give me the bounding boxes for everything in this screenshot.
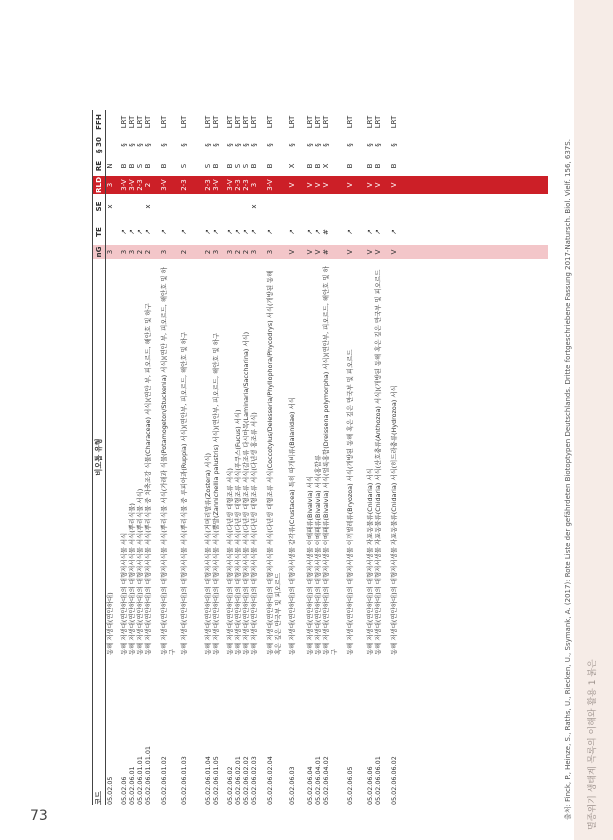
row-s30: § <box>242 143 250 147</box>
row-te: ↗ <box>390 229 398 235</box>
row-rld: V <box>322 182 330 188</box>
row-code: 05.02.06.01.01.01 <box>144 746 152 805</box>
row-ffh: LRT <box>242 115 250 129</box>
row-biotope-name: 동해 저생대(연안하대)의 대형저서생물 이매패류(Bivalvia) 서식(얼룩홍합(Dreissena polymorpha) 서식)(연안부, 피오르드, 해안호 및 하구 <box>322 266 338 655</box>
row-code: 05.02.06.01.05 <box>212 756 220 805</box>
row-ffh: LRT <box>374 115 382 129</box>
row-ffh: LRT <box>128 115 136 129</box>
row-biotope-name: 동해 저생대(연안하대)의 대형저서식물 서식(뿌리식물 서식) <box>136 488 144 655</box>
row-biotope-name: 동해 저생대(연안하대)의 대형저서식물 서식(다년생 대형조류 서식(다년생 홍조류 서식) <box>250 412 258 655</box>
column-header-ffh: FFH <box>92 110 106 134</box>
row-re: B <box>266 163 274 169</box>
row-rld: V <box>314 182 322 188</box>
row-re: S <box>242 163 250 169</box>
row-rld: V <box>346 182 354 188</box>
row-rld: 3-V <box>266 179 274 191</box>
row-rld: 2-3 <box>234 179 242 191</box>
row-code: 05.02.06.06 <box>366 766 374 805</box>
row-ng: V <box>314 249 322 255</box>
row-ng: 3 <box>128 249 136 255</box>
row-ng: V <box>346 249 354 255</box>
row-ffh: LRT <box>234 115 242 129</box>
row-biotope-name: 동해 저생대(연안하대)의 대형저서식물 서식(다년생 대형조류 서식(갈조류 다시마목(Laminaria/Saccharina) 서식) <box>242 331 250 655</box>
row-code: 05.02.06.06.02 <box>390 756 398 805</box>
row-s30: § <box>314 143 322 147</box>
row-se: x <box>144 204 152 209</box>
row-s30: § <box>226 143 234 147</box>
row-re: X <box>288 163 296 169</box>
row-ffh: LRT <box>120 115 128 129</box>
row-ng: 3 <box>212 249 220 255</box>
row-ffh: LRT <box>346 115 354 129</box>
row-re: S <box>180 163 188 169</box>
column-header-code: 코드 <box>92 655 106 805</box>
row-ng: V <box>390 249 398 255</box>
row-te: ↗ <box>306 229 314 235</box>
row-s30: § <box>390 143 398 147</box>
row-te: ↗ <box>242 229 250 235</box>
row-biotope-name: 동해 저생대(연안하대)의 대형저서식물 서식(뿌리식물) <box>128 503 136 655</box>
row-re: B <box>346 163 354 169</box>
row-s30: § <box>366 143 374 147</box>
row-re: B <box>144 163 152 169</box>
row-ng: V <box>374 249 382 255</box>
row-rld: 3-V <box>128 179 136 191</box>
row-ffh: LRT <box>366 115 374 129</box>
row-ng: V <box>306 249 314 255</box>
row-rld: 3 <box>106 182 114 188</box>
row-te: ↗ <box>120 229 128 235</box>
row-ng: 3 <box>160 249 168 255</box>
row-ng: 3 <box>250 249 258 255</box>
row-s30: § <box>374 143 382 147</box>
row-te: ↗ <box>226 229 234 235</box>
row-s30: § <box>322 143 330 147</box>
row-te: ↗ <box>346 229 354 235</box>
row-code: 05.02.06.02 <box>226 766 234 805</box>
row-s30: § <box>128 143 136 147</box>
row-ffh: LRT <box>160 115 168 129</box>
row-ffh: LRT <box>212 115 220 129</box>
row-rld: V <box>374 182 382 188</box>
row-code: 05.02.06.05 <box>346 766 354 805</box>
row-biotope-name: 동해 저생대(연안하대)의 대형저서생물 자포동물류(Cnidaria) 서식(산호충류(Anthozoa) 서식)(개방된 동해 혹은 깊은 만국부 및 피오르드 <box>374 269 382 655</box>
row-biotope-name: 동해 저생대(연안하대)의 대형저서식물 서식(뿌리식물 서식(가래과 식물(Potamogeton/Stuckenia) 서식)(연안 부, 피오르드, 해안호 및 하구 <box>160 267 176 655</box>
row-biotope-name: 동해 저생대(연안하대)의 대형저서생물 갑각류(Crustacea) 특히 따개비류(Balanidae) 서식 <box>288 397 296 655</box>
row-code: 05.02.06.01.04 <box>204 756 212 805</box>
row-re: B <box>120 163 128 169</box>
row-code: 05.02.05 <box>106 776 114 805</box>
side-strip <box>574 0 613 840</box>
row-rld: 3 <box>250 182 258 188</box>
row-se: x <box>250 204 258 209</box>
row-ffh: LRT <box>144 115 152 129</box>
biotope-table <box>92 110 548 805</box>
row-ng: V <box>366 249 374 255</box>
row-ng: 2 <box>144 249 152 255</box>
row-code: 05.02.06.06.01 <box>374 756 382 805</box>
row-ffh: LRT <box>250 115 258 129</box>
row-te: ↗ <box>314 229 322 235</box>
row-s30: § <box>120 143 128 147</box>
row-re: B <box>366 163 374 169</box>
row-biotope-name: 동해 저생대(연안하대)의 대형저서생물 자포동물류(Cnidaria) 서식 <box>366 468 374 655</box>
row-biotope-name: 동해 저생대(연안하대)의 대형저서생물 이매패류(Bivalvia) 서식 <box>306 475 314 655</box>
row-s30: § <box>306 143 314 147</box>
row-biotope-name: 동해 저생대(연안하대)의 대형저서식물 서식(뿔말(Zannichellia palustris) 서식)(연안부, 피오르드, 해안호 및 하구 <box>212 332 220 655</box>
row-re: S <box>136 163 144 169</box>
column-header-name: 비오톱 유형 <box>92 259 106 655</box>
row-re: B <box>250 163 258 169</box>
row-rld: 2-3 <box>242 179 250 191</box>
row-ffh: LRT <box>204 115 212 129</box>
row-code: 05.02.06.02.03 <box>250 756 258 805</box>
row-ng: 3 <box>106 249 114 255</box>
row-ffh: LRT <box>390 115 398 129</box>
row-code: 05.02.06.01.01 <box>136 756 144 805</box>
row-biotope-name: 동해 저생대(연안하대) <box>106 592 114 655</box>
row-s30: § <box>266 143 274 147</box>
row-s30: § <box>234 143 242 147</box>
row-ng: # <box>322 249 330 255</box>
row-re: S <box>234 163 242 169</box>
row-code: 05.02.06.01.03 <box>180 756 188 805</box>
column-header-se: SE <box>92 194 106 219</box>
row-te: ↗ <box>250 229 258 235</box>
row-te: # <box>322 229 330 235</box>
row-code: 05.02.06.04 <box>306 766 314 805</box>
row-ng: 2 <box>242 249 250 255</box>
row-biotope-name: 동해 저생대(연안하대)의 대형저서식물 서식(다년생 대형조류 서식(푸쿠스(Fucus) 서식) <box>234 409 242 655</box>
row-biotope-name: 동해 저생대(연안하대)의 대형저서생물 자포동물류(Cnidaria) 서식(히드라충류(Hydrozoa) 서식 <box>390 385 398 655</box>
row-s30: § <box>346 143 354 147</box>
row-rld: 3-V <box>212 179 220 191</box>
row-rld: V <box>306 182 314 188</box>
row-s30: § <box>204 143 212 147</box>
row-re: B <box>160 163 168 169</box>
row-rld: 3-V <box>160 179 168 191</box>
row-ng: 2 <box>180 249 188 255</box>
row-te: ↗ <box>180 229 188 235</box>
row-ffh: LRT <box>288 115 296 129</box>
row-te: ↗ <box>366 229 374 235</box>
row-code: 05.02.06.02.04 <box>266 756 274 805</box>
row-biotope-name: 동해 저생대(연안하대)의 대형저서생물 이끼벌레류(Bryozoa) 서식(개방된 동해 혹은 깊은 만국부 및 피오르드 <box>346 349 354 655</box>
row-code: 05.02.06.02.01 <box>234 756 242 805</box>
source-note: 출처: Finck, P., Heinze, S., Raths, U., Riecken, U., Ssymank, A. (2017): Rote Liste der gefährdeten Biotoptypen Deutschlands. Dritte fortgeschriebene Fassung 2017-Natursch. Biol. Vielf. 156, 637S. <box>564 139 572 820</box>
row-ng: 3 <box>120 249 128 255</box>
row-ffh: LRT <box>306 115 314 129</box>
row-te: ↗ <box>136 229 144 235</box>
column-header-ng: nG <box>92 245 106 259</box>
row-s30: § <box>250 143 258 147</box>
row-code: 05.02.06.04.02 <box>322 756 330 805</box>
row-ffh: LRT <box>136 115 144 129</box>
row-re: B <box>374 163 382 169</box>
row-ffh: LRT <box>180 115 188 129</box>
rotated-table-page <box>92 110 548 805</box>
row-code: 05.02.06.02.02 <box>242 756 250 805</box>
row-re: B <box>226 163 234 169</box>
row-ng: 3 <box>226 249 234 255</box>
row-re: B <box>314 163 322 169</box>
row-s30: § <box>180 143 188 147</box>
row-ng: 3 <box>266 249 274 255</box>
row-rld: V <box>288 182 296 188</box>
row-biotope-name: 동해 저생대(연안하대)의 대형저서생물 이매패류(Bivalvia) 서식(홍합류 <box>314 454 322 655</box>
row-biotope-name: 동해 저생대(연안하대)의 대형저서식물 서식(다년생 대형조류 서식(Coccotylus/Delesseria/Phyllophora/Phycodrys) 서식(개방된 동해 혹은 깊은 만국부 및 피오르드 <box>266 270 282 655</box>
row-rld: 2-3 <box>204 179 212 191</box>
row-code: 05.02.06.01 <box>128 766 136 805</box>
row-se: x <box>106 204 114 209</box>
column-header-te: TE <box>92 219 106 245</box>
row-ffh: LRT <box>314 115 322 129</box>
row-re: B <box>390 163 398 169</box>
row-re: B <box>128 163 136 169</box>
row-biotope-name: 동해 저생대(연안하대)의 대형저서식물 서식(다년생 대형조류 서식) <box>226 468 234 655</box>
row-re: B <box>306 163 314 169</box>
row-re: N <box>106 163 114 169</box>
row-s30: § <box>144 143 152 147</box>
row-rld: 3-V <box>226 179 234 191</box>
row-re: X <box>322 163 330 169</box>
row-rld: 2-3 <box>136 179 144 191</box>
row-biotope-name: 동해 저생대(연안하대)의 대형저서식물 서식(뿌리식물 중 루피아과(Ruppia) 서식)(연안부, 피오르드, 해안호 및 하구 <box>180 331 188 655</box>
row-code: 05.02.06.04.01 <box>314 756 322 805</box>
column-header-s30: § 30 <box>92 134 106 156</box>
row-ng: 2 <box>204 249 212 255</box>
row-code: 05.02.06 <box>120 776 128 805</box>
row-te: ↗ <box>374 229 382 235</box>
row-s30: § <box>160 143 168 147</box>
row-re: S <box>204 163 212 169</box>
row-code: 05.02.06.03 <box>288 766 296 805</box>
column-header-rld: RLD <box>92 176 106 194</box>
row-s30: § <box>288 143 296 147</box>
row-ffh: LRT <box>226 115 234 129</box>
page-number: 73 <box>30 808 48 824</box>
row-te: ↗ <box>128 229 136 235</box>
row-code: 05.02.06.01.02 <box>160 756 168 805</box>
side-strip-text: 멸종위기 생태계 목록의 이해와 활용 1 붉은 <box>588 659 598 830</box>
row-biotope-name: 동해 저생대(연안하대)의 대형저서식물 서식 <box>120 532 128 655</box>
row-ffh: LRT <box>266 115 274 129</box>
row-ng: 2 <box>234 249 242 255</box>
row-te: ↗ <box>144 229 152 235</box>
row-rld: V <box>390 182 398 188</box>
row-te: ↗ <box>160 229 168 235</box>
row-te: ↗ <box>288 229 296 235</box>
row-rld: V <box>366 182 374 188</box>
row-biotope-name: 동해 저생대(연안하대)의 대형저서식물 서식(거머리말류(Zostera) 서식) <box>204 452 212 655</box>
row-s30: § <box>136 143 144 147</box>
row-biotope-name: 동해 저생대(연안하대)의 대형저서식물 서식(뿌리식물 중 차축조강 식물(Characeae) 서식)(연안 부, 피오르드, 해안호 및 하구 <box>144 303 152 655</box>
row-ffh: LRT <box>322 115 330 129</box>
row-re: B <box>212 163 220 169</box>
row-te: ↗ <box>212 229 220 235</box>
row-te: ↗ <box>266 229 274 235</box>
column-header-re: RE <box>92 156 106 176</box>
row-s30: § <box>212 143 220 147</box>
row-te: ↗ <box>204 229 212 235</box>
row-ng: V <box>288 249 296 255</box>
row-rld: 2 <box>144 182 152 188</box>
row-te: ↗ <box>234 229 242 235</box>
row-rld: 2-3 <box>180 179 188 191</box>
row-rld: 3-V <box>120 179 128 191</box>
row-ng: 2 <box>136 249 144 255</box>
